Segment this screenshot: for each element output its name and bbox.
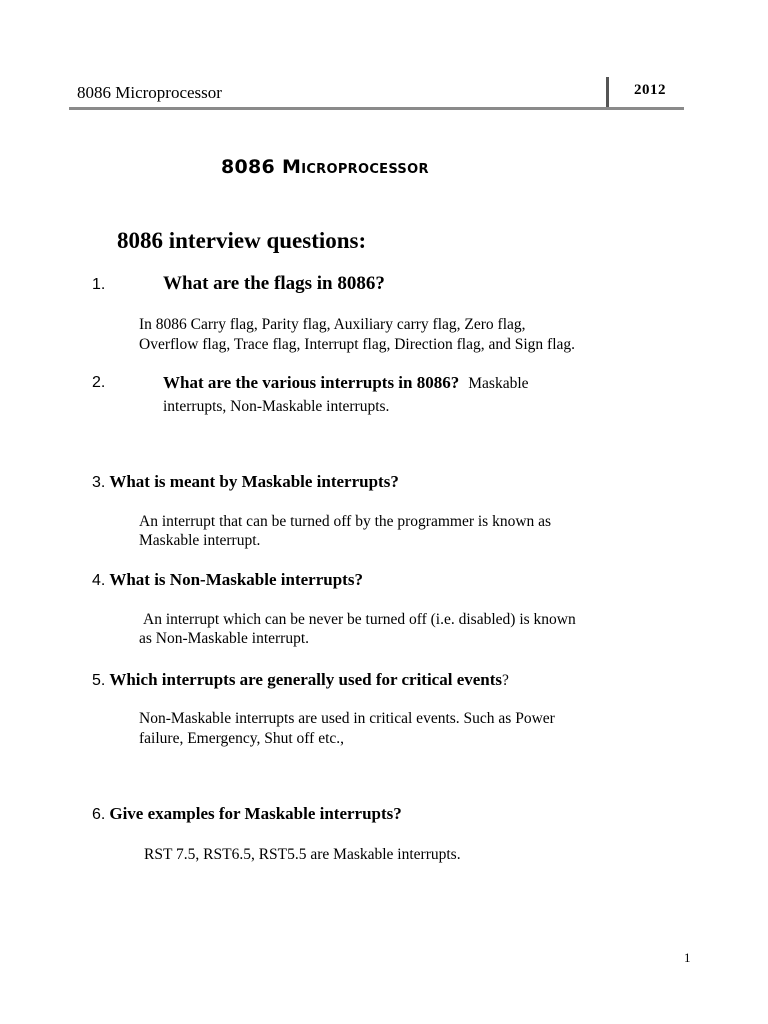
answer-4-line-2: as Non-Maskable interrupt. (139, 630, 310, 647)
document-title: 8086 Microprocessor (221, 156, 429, 178)
header-title: 8086 Microprocessor (77, 83, 222, 102)
question-4-title: What is Non-Maskable interrupts? (109, 570, 363, 589)
page-number: 1 (684, 950, 691, 965)
section-heading: 8086 interview questions: (117, 228, 367, 253)
header-year: 2012 (634, 82, 666, 98)
question-1-number: 1. (92, 276, 106, 293)
answer-3-line-2: Maskable interrupt. (139, 532, 261, 549)
question-6-number: 6. (92, 806, 106, 823)
question-1-title: What are the flags in 8086? (163, 273, 385, 294)
question-5-number: 5. (92, 672, 106, 689)
question-5-suffix: ? (502, 672, 509, 689)
question-5-title: Which interrupts are generally used for critical events (109, 670, 503, 689)
question-6-title: Give examples for Maskable interrupts? (109, 804, 402, 823)
answer-6-line-1: RST 7.5, RST6.5, RST5.5 are Maskable interrupts. (144, 846, 461, 863)
answer-1-line-1: In 8086 Carry flag, Parity flag, Auxiliary carry flag, Zero flag, (139, 316, 526, 333)
question-2-number: 2. (92, 374, 106, 391)
question-3-row (92, 472, 399, 492)
question-4-row (92, 570, 363, 590)
question-2-row (163, 373, 529, 393)
question-3-title: What is meant by Maskable interrupts? (109, 472, 399, 491)
question-5-row (92, 670, 509, 690)
question-3-number: 3. (92, 474, 106, 491)
question-2-title: What are the various interrupts in 8086? (163, 373, 460, 392)
answer-5-line-2: failure, Emergency, Shut off etc., (139, 730, 345, 747)
answer-2-inline: Maskable (468, 375, 529, 392)
answer-4-line-1: An interrupt which can be never be turned off (i.e. disabled) is known (143, 611, 576, 628)
question-6-row (92, 804, 402, 824)
answer-5-line-1: Non-Maskable interrupts are used in critical events. Such as Power (139, 710, 555, 727)
header-rule (69, 107, 684, 110)
question-4-number: 4. (92, 572, 106, 589)
answer-1-line-2: Overflow flag, Trace flag, Interrupt flag, Direction flag, and Sign flag. (139, 336, 576, 353)
answer-3-line-1: An interrupt that can be turned off by the programmer is known as (139, 513, 552, 530)
header-divider (606, 77, 609, 107)
answer-2-line-1: interrupts, Non-Maskable interrupts. (163, 398, 390, 415)
